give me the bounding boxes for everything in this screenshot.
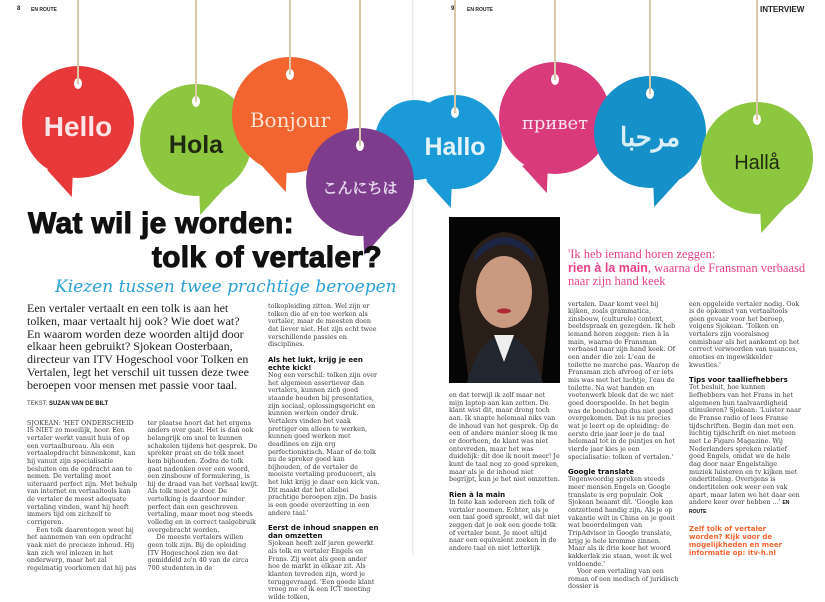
quote-emphasis: rien à la main	[568, 260, 648, 275]
bubble-tail	[748, 196, 786, 238]
paragraph: vertalen. Daar komt veel bij kijken, zoals grammatica, zinsbouw, (culturele) context, beeldspraak en gezegden. Ik heb iemand horen zeggen: rien à la main, waarna de Fransman verbaasd naar zijn hand keek. Of een ander die zei: L'eau de toilette ne marche pas. Waarop de Fransman zich afvroeg of er iets mis was met het luchtje, l'eau de toilette. Na wat handen en voetenwerk bleek dat de wc niet goed doorspoelde. In het begin was de boodschap dus niet goed overgekomen. Dat is nu precies wat je leert op de opleiding: de eerste drie jaar leer je de taal helemaal tot in de puntjes en het vierde jaar kies je een specialisatie: tolken of vertalen.'	[568, 299, 680, 461]
credit-label: TEKST:	[27, 400, 48, 407]
bubble-tail	[641, 170, 679, 212]
portrait-photo	[449, 217, 560, 383]
paragraph: ter plaatse hoort dat het ergens anders over gaat. Het is dan ook belangrijk om snel te kunnen schakelen tijdens het gesprek. De spreker praat en de tolk moet hem bijhouden. Zodra de tolk gaat nadenken over een woord, een zinsbouw of formulering, is hij de draad van het verhaal kwijt. Als tolk moet je door. De vertolking is daardoor minder perfect dan een geschreven vertaling, maar moet nog steeds volledig en in correct taalgebruik overgebracht worden.	[147, 418, 259, 534]
subheading: Tips voor taalliefhebbers	[689, 376, 788, 385]
column-6	[689, 301, 801, 557]
subheading: Rien à la main	[449, 490, 506, 499]
bubble-greeting: こんにちは	[322, 179, 398, 197]
pull-quote	[568, 248, 808, 289]
paragraph: De meeste vertalers willen geen tolk zijn. Bij de opleiding ITV Hogeschool zien we dat gemiddeld zo'n 40 van de circa 700 studenten in de	[147, 533, 249, 573]
quote-text: , waarna de Fransman verbaasd naar zijn hand keek	[568, 260, 806, 288]
right-page-body	[568, 248, 808, 591]
hanging-string	[289, 0, 291, 75]
bubble-greeting: Hallå	[734, 151, 780, 174]
column-3	[268, 303, 380, 602]
left-columns	[27, 420, 259, 573]
article-subtitle: Kiezen tussen twee prachtige beroepen	[55, 277, 397, 297]
author-credit	[27, 401, 259, 408]
paragraph-text: Tot besluit, hoe kunnen liefhebbers van het Frans in het algemeen hun taalvaardigheid stimuleren? Sjokean: 'Luister naar de Franse radio of lees Franse tijdschriften. Begin dan met een luchtig tijdschrift en niet meteen met Le Figaro Magazine. Wij Nederlanders spreken relatief goed Engels, omdat we de hele dag door naar Engelstalige muziek luisteren en tv kijken met ondertiteling. Overigens is ondertitelen ook weer een vak apart, maar laten we het daar een andere keer over hebben ...'	[689, 383, 801, 507]
bubble-greeting: Bonjour	[249, 108, 331, 132]
paragraph: tolkopleiding zitten. Wel zijn er tolken die af en toe werken als vertaler, maar de meesten doen dat liever niet. Het zijn echt twee verschillende passies en disciplines.	[268, 302, 377, 349]
paragraph: en dat terwijl ik zelf maar net mijn laptop aan kan zetten. De klant wist dit, maar drong toch aan. Ik snapte helemaal niks van de inhoud van het gesprek. Op de een of andere manier sloeg ik me er doorheen, de klant was niet ontevreden, maar het was duidelijk: dit doe ik nooit meer! Je kunt de taal nog zo goed spreken, maar als je de inhoud niet begrijpt, kun je het niet omzetten.	[449, 391, 560, 484]
bubble-tail	[522, 156, 560, 198]
bubble-tail	[261, 155, 299, 197]
paragraph: een opgeleide vertaler nodig. Ook is de opkomst van vertaaltools geen gevaar voor het beroep, volgens Sjokean. 'Tolken en vertalers zijn vooralsnog onmisbaar als het aankomt op het correct verwoorden van nuances, emoties en ingewikkelder kwesties.'	[689, 299, 800, 369]
quote-text: 'Ik heb iemand horen zeggen:	[568, 247, 716, 261]
paragraph: Een tolk daarentegen weet bij het aannemen van een opdracht vaak niet de precieze inhoud. Hij kan zich wel inlezen in het onderwerp, maar het zal regelmatig voorkomen dat hij pas	[27, 525, 137, 573]
paragraph: Tegenwoordig spreken steeds meer mensen Engels en Google translate is erg populair. Ook Sjokean beaamt dit. 'Google kan ontzettend handig zijn. Als je op vakantie wilt in China en je gooit wat beoordelingen van TripAdvisor in Google translate, krijg je hele kromme zinnen. Maar als ik drie keer het woord kakkerlak zie staan, weet ik wel voldoende.'	[568, 475, 676, 568]
right-columns	[568, 301, 808, 592]
end-mark: EN ROUTE	[689, 500, 790, 515]
paragraph	[689, 384, 801, 516]
bubble-greeting: привет	[521, 112, 589, 134]
bubble-greeting: Hello	[43, 111, 113, 142]
paragraph: Voor een vertaling van een roman of een medisch of juridisch dossier is	[568, 567, 679, 591]
page-number-right: 9	[451, 6, 455, 12]
hanging-string	[649, 0, 651, 94]
left-page-body	[27, 302, 259, 573]
paragraph: SJOKEAN: 'HET ONDERSCHEID IS NIET zo moeilijk, hoor. Een vertaler werkt vanuit huis of op een vertaalbureau. Als een vertaalopdracht binnenkomt, kan hij vanuit zijn specialisatie besluiten om de opdracht aan te nemen. De vertaling moet uiteraard perfect zijn. Met behulp van internet en vertaaltools kan de vertaler de meest adequate vertaling vinden, want hij heeft immers tijd om zichzelf te corrigeren.	[27, 418, 138, 527]
section-label: INTERVIEW	[760, 5, 805, 14]
bubble-tail	[426, 171, 464, 213]
bubble-greeting: Hallo	[424, 132, 486, 161]
credit-name: SUZAN VAN DE BILT	[49, 400, 109, 407]
hanging-string	[359, 0, 361, 146]
article-lead: Een vertaler vertaalt en een tolk is aan het tolken, maar vertaalt hij ook? Wie doet wat? En waarom worden deze woorden altijd door elkaar heen gebruikt? Sjokean Oosterbaan, directeur van ITV Hogeschool voor Tolken en Vertalen, legt het verschil uit tussen deze twee beroepen voor mensen met passie voor taal.	[27, 301, 249, 392]
hanging-string	[77, 0, 79, 84]
hanging-string	[756, 0, 758, 120]
subheading: Als het lukt, krijg je een echte kick!	[268, 355, 363, 372]
column-5	[568, 301, 680, 592]
paragraph: In feite kan iedereen zich tolk of vertaler noemen. Echter, als je een taal goed spreekt, wil dat niet zeggen dat je ook een goede tolk of vertaler bent. Je moet altijd naar een equivalent zoeken in de andere taal en niet letterlijk	[449, 497, 560, 552]
article-title-line2: tolk of vertaler?	[151, 241, 382, 274]
page-number-left: 8	[17, 6, 21, 12]
column-2	[148, 420, 260, 573]
magazine-name-left: EN ROUTE	[31, 7, 57, 13]
paragraph: Nog een verschil: tolken zijn over het algemeen assertiever dan vertalers, kunnen zich goed staande houden bij presentaties, zijn sociaal, oplossingsgericht en kunnen werken onder druk. Vertalers vinden het vaak prettiger om alleen te werken, kunnen goed werken met deadlines en zijn erg perfectionistisch. Maar of de tolk nu de spreker goed kan bijhouden, of de vertaler de mooiste vertaling produceert, als het lukt krijg je daar een kick van. Dit maakt dat het allebei prachtige beroepen zijn. De basis is een goede overzetting in een andere taal.'	[268, 370, 380, 517]
article-title-line1: Wat wil je worden:	[28, 207, 294, 240]
column-4	[449, 392, 561, 552]
hanging-string	[195, 0, 197, 102]
page-gutter	[412, 0, 414, 555]
bubble-tail	[47, 160, 85, 202]
hanging-string	[554, 0, 556, 80]
subheading: Eerst de inhoud snappen en dan omzetten	[268, 524, 379, 541]
subheading: Google translate	[568, 468, 634, 477]
cta-text: Zelf tolk of vertaler worden? Kijk voor de mogelijkheden en meer informatie op: itv-h.nl	[689, 524, 783, 557]
bubble-greeting: مرحبا	[619, 121, 681, 152]
column-1	[27, 420, 139, 573]
paragraph: Sjokean heeft zelf jaren gewerkt als tolk en vertaler Engels en Frans. Zij weet als geen ander hoe de markt in elkaar zit. Als klanten tevreden zijn, word je teruggevraagd. 'Een goede klant vroeg me of ik een ICT meeting wilde tolken,	[268, 539, 375, 601]
magazine-name-right: EN ROUTE	[467, 7, 493, 13]
hanging-string	[454, 0, 456, 113]
bubble-greeting: Hola	[168, 130, 224, 159]
